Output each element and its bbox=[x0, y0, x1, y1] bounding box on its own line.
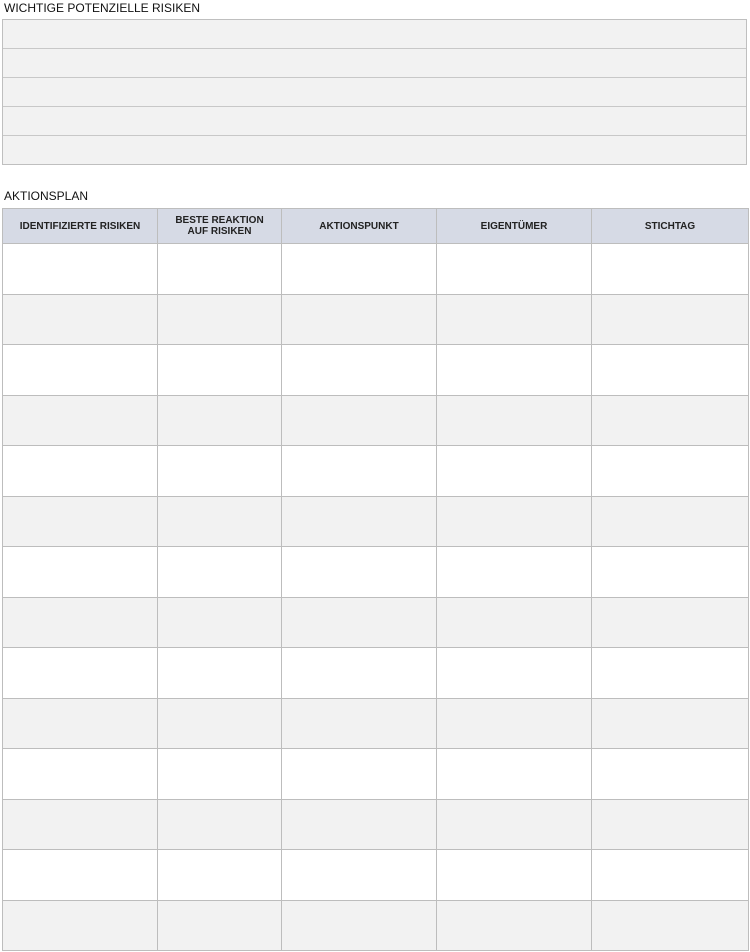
cell-due-date[interactable] bbox=[592, 345, 749, 396]
table-row bbox=[3, 597, 749, 648]
cell-action-item[interactable] bbox=[282, 850, 437, 901]
cell-owner[interactable] bbox=[437, 749, 592, 800]
column-header-action-item: AKTIONSPUNKT bbox=[282, 209, 437, 244]
cell-owner[interactable] bbox=[437, 395, 592, 446]
cell-best-response[interactable] bbox=[158, 799, 282, 850]
cell-identified-risk[interactable] bbox=[3, 294, 158, 345]
cell-identified-risk[interactable] bbox=[3, 799, 158, 850]
cell-due-date[interactable] bbox=[592, 799, 749, 850]
column-header-identified-risks: IDENTIFIZIERTE RISIKEN bbox=[3, 209, 158, 244]
cell-identified-risk[interactable] bbox=[3, 648, 158, 699]
cell-due-date[interactable] bbox=[592, 496, 749, 547]
cell-action-item[interactable] bbox=[282, 749, 437, 800]
cell-due-date[interactable] bbox=[592, 547, 749, 598]
table-row bbox=[3, 395, 749, 446]
cell-identified-risk[interactable] bbox=[3, 446, 158, 497]
action-plan-table bbox=[2, 208, 749, 951]
cell-action-item[interactable] bbox=[282, 900, 437, 951]
cell-owner[interactable] bbox=[437, 648, 592, 699]
table-row bbox=[3, 345, 749, 396]
cell-best-response[interactable] bbox=[158, 547, 282, 598]
cell-action-item[interactable] bbox=[282, 496, 437, 547]
cell-identified-risk[interactable] bbox=[3, 496, 158, 547]
cell-action-item[interactable] bbox=[282, 446, 437, 497]
cell-owner[interactable] bbox=[437, 900, 592, 951]
column-header-due-date: STICHTAG bbox=[592, 209, 749, 244]
cell-best-response[interactable] bbox=[158, 395, 282, 446]
cell-identified-risk[interactable] bbox=[3, 395, 158, 446]
table-row bbox=[3, 749, 749, 800]
cell-owner[interactable] bbox=[437, 799, 592, 850]
cell-due-date[interactable] bbox=[592, 648, 749, 699]
cell-due-date[interactable] bbox=[592, 850, 749, 901]
table-row bbox=[3, 648, 749, 699]
risks-section-title: WICHTIGE POTENZIELLE RISIKEN bbox=[4, 1, 201, 15]
column-header-owner: EIGENTÜMER bbox=[437, 209, 592, 244]
cell-due-date[interactable] bbox=[592, 395, 749, 446]
cell-identified-risk[interactable] bbox=[3, 597, 158, 648]
table-row bbox=[3, 547, 749, 598]
risk-row[interactable] bbox=[3, 136, 746, 164]
cell-due-date[interactable] bbox=[592, 900, 749, 951]
cell-identified-risk[interactable] bbox=[3, 345, 158, 396]
cell-action-item[interactable] bbox=[282, 547, 437, 598]
cell-identified-risk[interactable] bbox=[3, 850, 158, 901]
cell-action-item[interactable] bbox=[282, 648, 437, 699]
cell-owner[interactable] bbox=[437, 850, 592, 901]
cell-due-date[interactable] bbox=[592, 749, 749, 800]
cell-identified-risk[interactable] bbox=[3, 244, 158, 295]
table-header-row bbox=[3, 209, 749, 244]
risk-row[interactable] bbox=[3, 49, 746, 78]
cell-due-date[interactable] bbox=[592, 698, 749, 749]
cell-best-response[interactable] bbox=[158, 850, 282, 901]
risk-row[interactable] bbox=[3, 78, 746, 107]
column-header-best-response: BESTE REAKTION AUF RISIKEN bbox=[158, 209, 282, 244]
cell-best-response[interactable] bbox=[158, 244, 282, 295]
cell-best-response[interactable] bbox=[158, 698, 282, 749]
cell-action-item[interactable] bbox=[282, 345, 437, 396]
cell-action-item[interactable] bbox=[282, 294, 437, 345]
cell-best-response[interactable] bbox=[158, 446, 282, 497]
table-row bbox=[3, 900, 749, 951]
cell-owner[interactable] bbox=[437, 446, 592, 497]
cell-owner[interactable] bbox=[437, 244, 592, 295]
cell-action-item[interactable] bbox=[282, 698, 437, 749]
cell-best-response[interactable] bbox=[158, 749, 282, 800]
cell-best-response[interactable] bbox=[158, 294, 282, 345]
cell-action-item[interactable] bbox=[282, 395, 437, 446]
cell-best-response[interactable] bbox=[158, 345, 282, 396]
cell-identified-risk[interactable] bbox=[3, 900, 158, 951]
risk-row[interactable] bbox=[3, 20, 746, 49]
cell-best-response[interactable] bbox=[158, 900, 282, 951]
cell-action-item[interactable] bbox=[282, 597, 437, 648]
cell-best-response[interactable] bbox=[158, 496, 282, 547]
cell-owner[interactable] bbox=[437, 345, 592, 396]
cell-best-response[interactable] bbox=[158, 648, 282, 699]
cell-owner[interactable] bbox=[437, 294, 592, 345]
table-row bbox=[3, 799, 749, 850]
table-row bbox=[3, 294, 749, 345]
risk-row[interactable] bbox=[3, 107, 746, 136]
cell-owner[interactable] bbox=[437, 496, 592, 547]
cell-identified-risk[interactable] bbox=[3, 547, 158, 598]
cell-identified-risk[interactable] bbox=[3, 698, 158, 749]
cell-action-item[interactable] bbox=[282, 244, 437, 295]
cell-due-date[interactable] bbox=[592, 597, 749, 648]
risks-list bbox=[2, 19, 747, 165]
cell-due-date[interactable] bbox=[592, 244, 749, 295]
table-row bbox=[3, 496, 749, 547]
cell-due-date[interactable] bbox=[592, 446, 749, 497]
cell-due-date[interactable] bbox=[592, 294, 749, 345]
cell-identified-risk[interactable] bbox=[3, 749, 158, 800]
cell-owner[interactable] bbox=[437, 547, 592, 598]
action-plan-title: AKTIONSPLAN bbox=[4, 189, 89, 203]
cell-owner[interactable] bbox=[437, 698, 592, 749]
cell-action-item[interactable] bbox=[282, 799, 437, 850]
table-row bbox=[3, 446, 749, 497]
cell-owner[interactable] bbox=[437, 597, 592, 648]
table-row bbox=[3, 244, 749, 295]
table-row bbox=[3, 698, 749, 749]
cell-best-response[interactable] bbox=[158, 597, 282, 648]
table-row bbox=[3, 850, 749, 901]
